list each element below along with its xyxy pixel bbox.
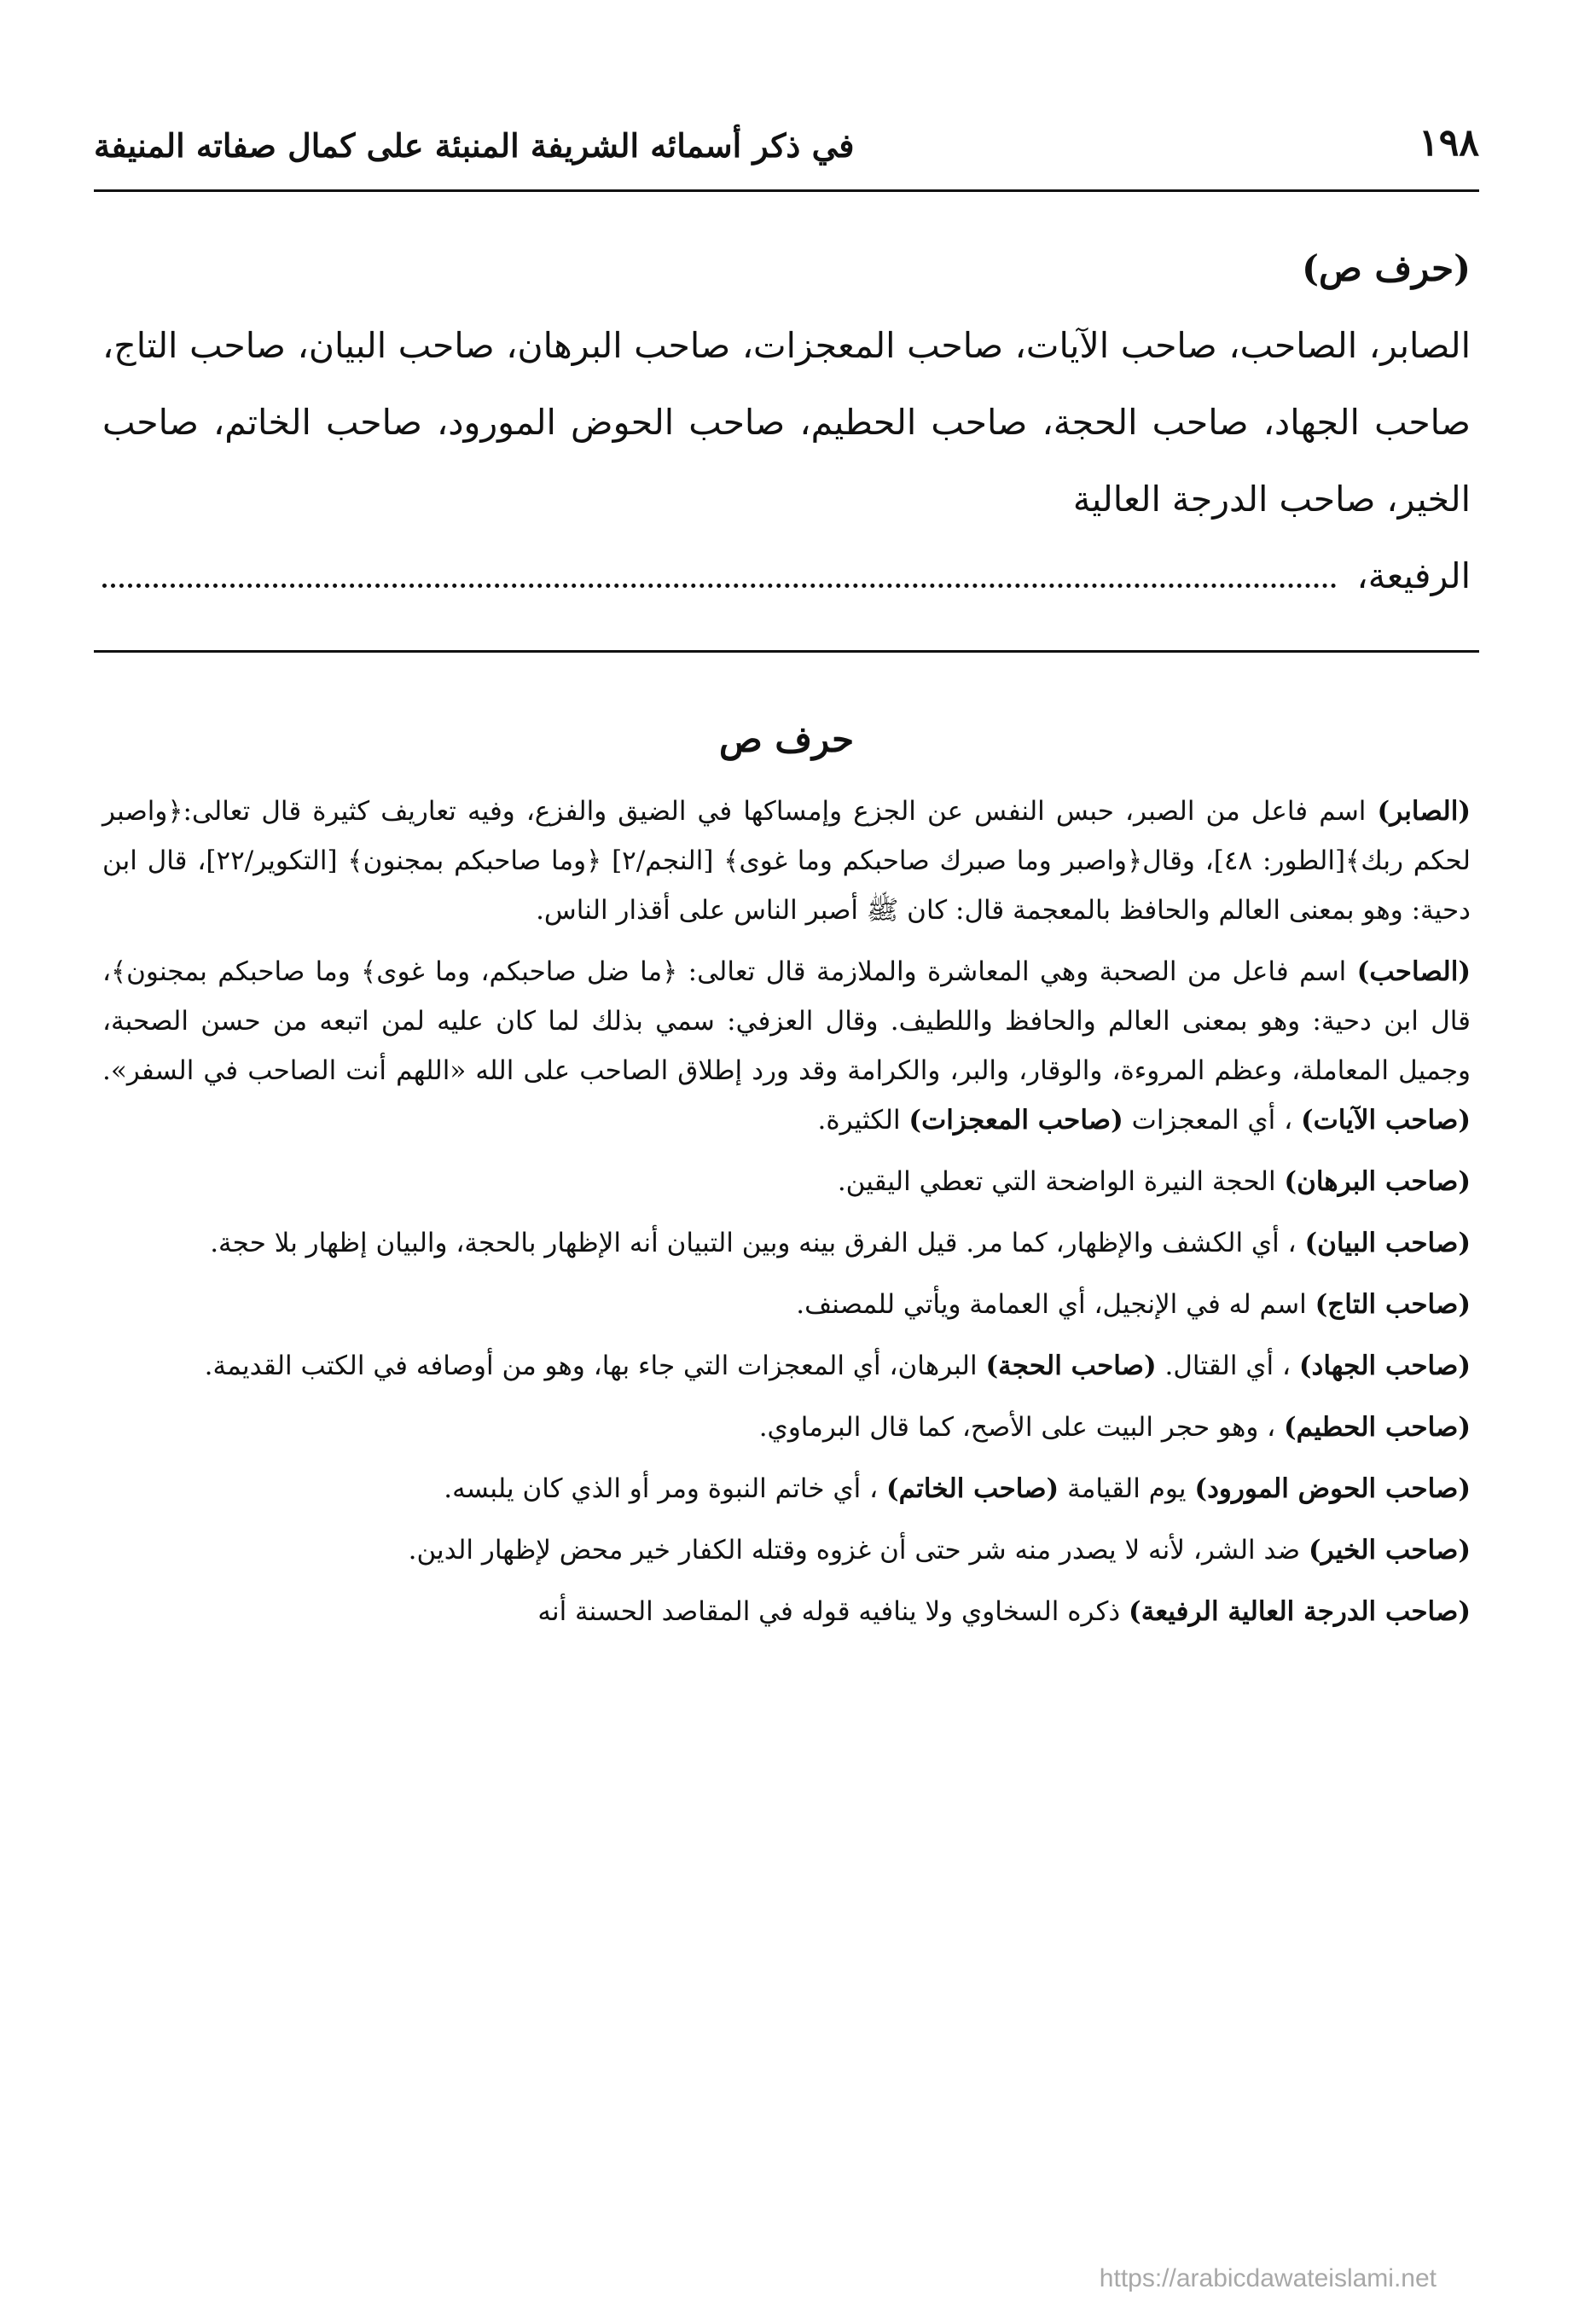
entry-sahib-al-jihad xyxy=(102,1341,1471,1391)
commentary-section xyxy=(102,718,1471,1648)
entry-term: (صاحب الخير) xyxy=(1308,1535,1471,1566)
names-list-last-word: الرفيعة، xyxy=(1356,555,1471,597)
entry-term: (صاحب المعجزات) xyxy=(908,1105,1123,1136)
entry-term: (صاحب البيان) xyxy=(1304,1228,1471,1259)
page-header xyxy=(94,101,1479,165)
entry-text: ضد الشر، لأنه لا يصدر منه شر حتى أن غزوه وقتله الكفار خير محض لإظهار الدين. xyxy=(408,1535,1309,1566)
running-title: في ذكر أسمائه الشريفة المنبئة على كمال صفاته المنيفة xyxy=(94,126,855,165)
entry-term: (صاحب البرهان) xyxy=(1284,1166,1471,1198)
entry-term: (صاحب الخاتم) xyxy=(885,1473,1059,1505)
entry-text: ، أي الكشف والإظهار، كما مر. قيل الفرق بينه وبين التبيان أنه الإظهار بالحجة، والبيان إظهار بلا حجة. xyxy=(210,1228,1305,1259)
entry-text: ، أي القتال. xyxy=(1156,1351,1299,1382)
entry-term: (صاحب الدرجة العالية الرفيعة) xyxy=(1129,1596,1471,1628)
entry-al-sabir xyxy=(102,787,1471,935)
entry-text: ، أي المعجزات xyxy=(1123,1105,1301,1136)
watermark-url: https://arabicdawateislami.net xyxy=(1099,2264,1437,2292)
entry-term: (صاحب التاج) xyxy=(1315,1289,1471,1321)
entry-text: يوم القيامة xyxy=(1059,1473,1195,1505)
entry-text: ، وهو حجر البيت على الأصح، كما قال البرماوي. xyxy=(758,1412,1285,1444)
entry-sahib-al-taj xyxy=(102,1280,1471,1329)
entry-text: اسم فاعل من الصحبة وهي المعاشرة والملازمة قال تعالى: ﴿ما ضل صاحبكم، وما غوى﴾ وما صاحبكم بمجنون﴾، قال ابن دحية: وهو بمعنى العالم والحافظ واللطيف. وقال العزفي: سمي بذلك لما كان عليه لمن اتبعه من حسن الصحبة، وجميل المعاملة، وعظم المروءة، والوقار، والبر، والكرامة وقد ورد إطلاق الصاحب على الله «اللهم أنت الصاحب في السفر». xyxy=(102,956,1471,1087)
section-rule xyxy=(94,650,1479,653)
section-title: حرف ص xyxy=(718,718,855,760)
entry-term: (صاحب الجهاد) xyxy=(1298,1351,1471,1382)
entry-term: (صاحب الحطيم) xyxy=(1284,1412,1471,1444)
entry-term: (الصاحب) xyxy=(1356,956,1471,988)
entry-sahib-al-hatim xyxy=(102,1403,1471,1452)
page-number: ١٩٨ xyxy=(1419,121,1479,165)
entry-text: اسم فاعل من الصبر، حبس النفس عن الجزع وإمساكها في الضيق والفزع، وفيه تعاريف كثيرة قال تعالى:﴿واصبر لحكم ربك﴾[الطور: ٤٨]، وقال﴿واصبر وما صبرك صاحبكم وما غوى﴾ [النجم/٢] ﴿وما صاحبكم بمجنون﴾ [التكوير/٢٢]، قال ابن دحية: وهو بمعنى العالم والحافظ بالمعجمة قال: كان ﷺ أصبر الناس على أقذار الناس. xyxy=(102,796,1471,927)
header-rule xyxy=(94,189,1479,192)
entry-text: الكثيرة. xyxy=(817,1105,909,1136)
dotted-leader xyxy=(102,584,1337,588)
names-list-box xyxy=(102,247,1471,614)
entry-sahib-al-khayr xyxy=(102,1525,1471,1575)
entry-al-sahib xyxy=(102,947,1471,1145)
entry-sahib-al-bayan xyxy=(102,1218,1471,1268)
entry-sahib-al-hawd xyxy=(102,1464,1471,1514)
entry-term: (صاحب الآيات) xyxy=(1300,1105,1471,1136)
entry-text: البرهان، أي المعجزات التي جاء بها، وهو من أوصافه في الكتب القديمة. xyxy=(204,1351,986,1382)
entry-text: الحجة النيرة الواضحة التي تعطي اليقين. xyxy=(837,1166,1285,1198)
entries-list xyxy=(102,787,1471,1636)
entry-sahib-al-burhan xyxy=(102,1157,1471,1206)
names-list-text: الصابر، الصاحب، صاحب الآيات، صاحب المعجزات، صاحب البرهان، صاحب البيان، صاحب التاج، صاحب الجهاد، صاحب الحجة، صاحب الحطيم، صاحب الحوض المورود، صاحب الخاتم، صاحب الخير، صاحب الدرجة العالية xyxy=(102,325,1471,520)
entry-term: (صاحب الحوض المورود) xyxy=(1194,1473,1471,1505)
entry-text: اسم له في الإنجيل، أي العمامة ويأتي للمصنف. xyxy=(796,1289,1315,1321)
entry-sahib-al-daraja xyxy=(102,1587,1471,1636)
names-list-last-line xyxy=(102,537,1471,614)
box-title: (حرف ص) xyxy=(1302,247,1471,289)
entry-term: (صاحب الحجة) xyxy=(985,1351,1157,1382)
entry-text: ذكره السخاوي ولا ينافيه قوله في المقاصد الحسنة أنه xyxy=(537,1596,1129,1628)
entry-term: (الصابر) xyxy=(1377,796,1471,828)
entry-text: ، أي خاتم النبوة ومر أو الذي كان يلبسه. xyxy=(444,1473,886,1505)
